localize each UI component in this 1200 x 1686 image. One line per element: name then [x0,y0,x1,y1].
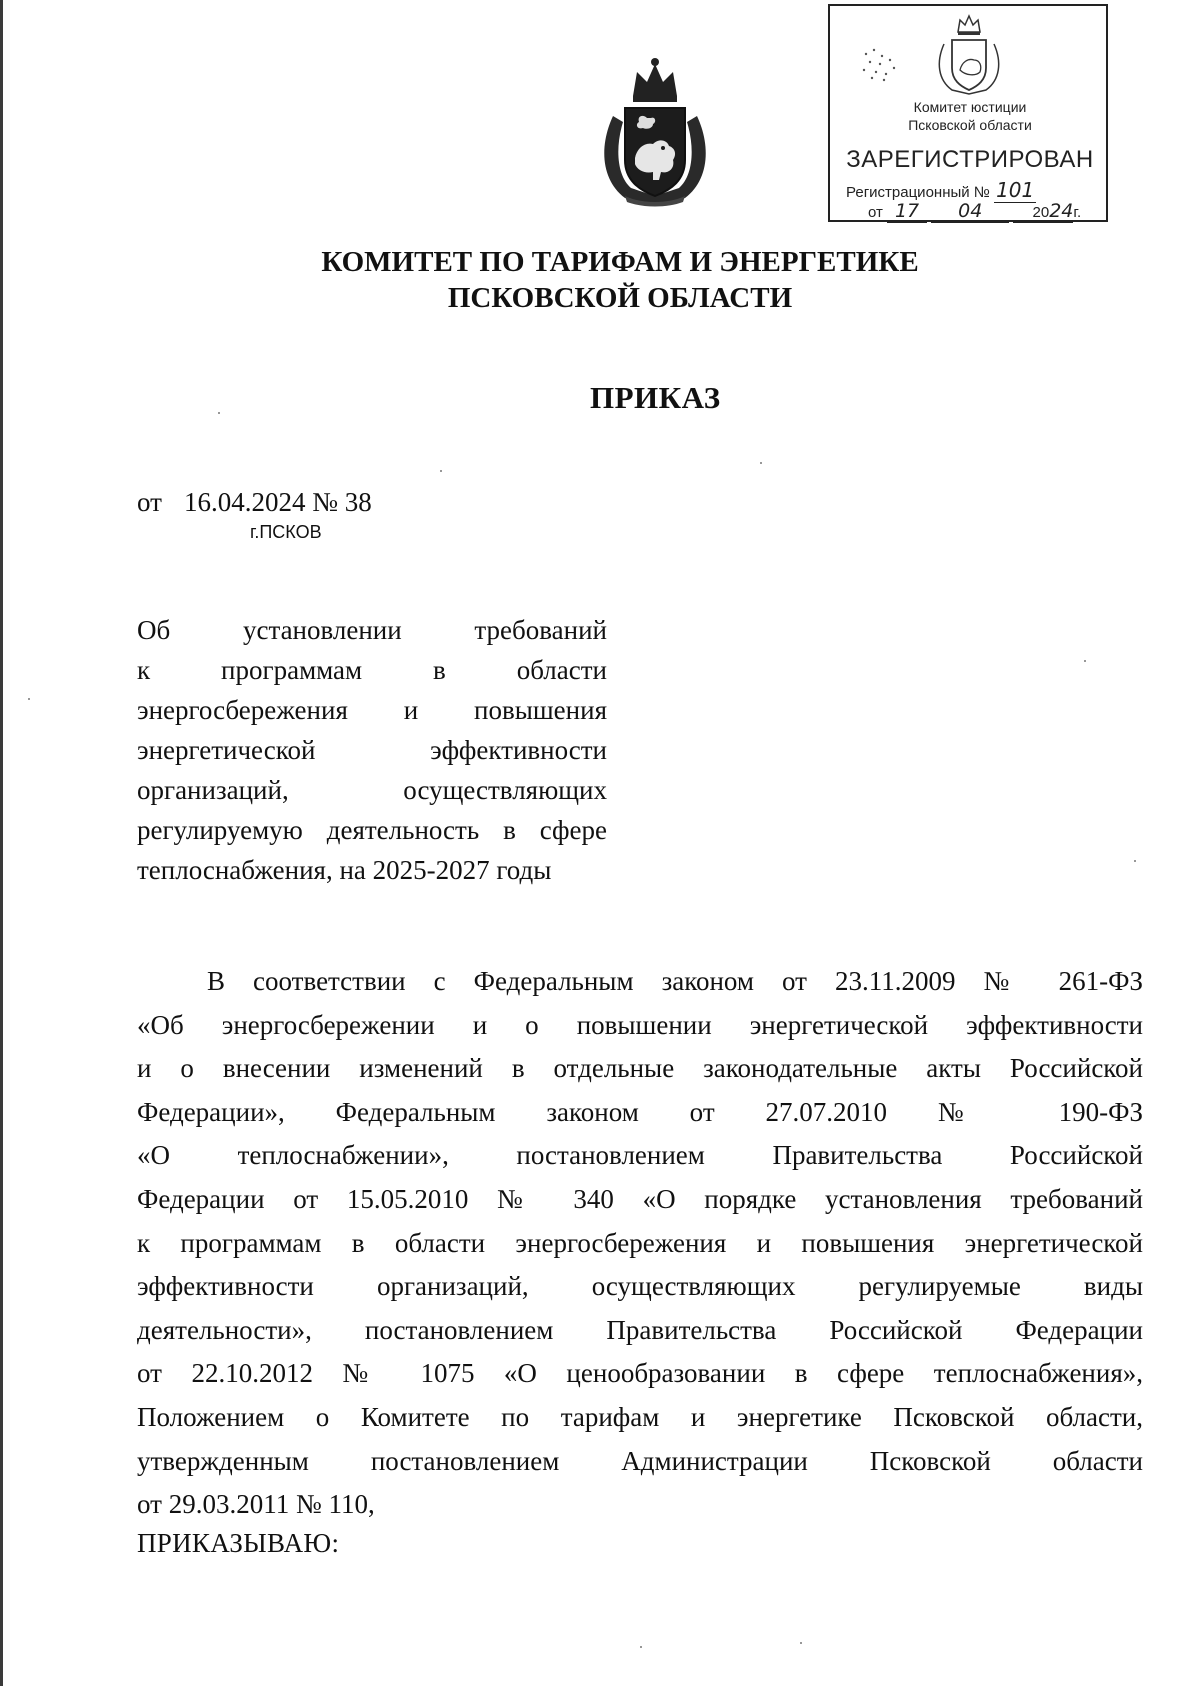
body-line: от 22.10.2012 № 1075 «О ценообразовании в сфере теплоснабжения», [137,1358,1143,1389]
subject-line: регулируемую деятельность в сфере [137,815,607,845]
document-subject [137,610,607,890]
scan-speck [800,1642,802,1644]
stamp-date-year-prefix: 20 [1032,204,1050,221]
body-line: Положением о Комитете по тарифам и энергетике Псковской области, [137,1401,1143,1432]
body-line: от 29.03.2011 № 110, [137,1489,375,1520]
registration-stamp [828,4,1108,222]
scan-speck [440,470,442,472]
stamp-date-year-suffix: 24 [1049,200,1074,222]
coat-of-arms-emblem [595,56,715,208]
body-line: к программам в области энергосбережения и повышения энергетической [137,1227,1143,1258]
document-type: ПРИКАЗ [590,380,721,415]
document-date-number [137,487,372,518]
body-line: и о внесении изменений в отдельные законодательные акты Российской [137,1053,1143,1084]
stamp-organization [830,98,1110,134]
subject-line: Об установлении требований [137,615,607,645]
subject-line: организаций, осуществляющих [137,775,607,805]
body-line: Федерации», Федеральным законом от 27.07.2010 № 190-ФЗ [137,1096,1143,1127]
body-line: В соответствии с Федеральным законом от 23.11.2009 № 261-ФЗ [207,966,1143,996]
stamp-date-prefix: от [868,204,883,221]
organization-title [0,244,1200,316]
stamp-reg-label: Регистрационный № [846,184,990,201]
scan-speck [28,698,30,700]
scan-speck [1134,860,1136,862]
stamp-registration-date [868,200,1081,223]
scan-speck [640,1646,642,1648]
organization-title-line2: ПСКОВСКОЙ ОБЛАСТИ [447,282,793,314]
stamp-org-line2: Псковской области [908,117,1032,133]
body-line: деятельности», постановлением Правительства Российской Федерации [137,1314,1143,1345]
subject-line: теплоснабжения, на 2025-2027 годы [137,855,552,885]
stamp-date-day: 17 [894,200,920,222]
body-line: «О теплоснабжении», постановлением Правительства Российской [137,1140,1143,1171]
stamp-dot-pattern [860,46,900,82]
body-line: Федерации от 15.05.2010 № 340 «О порядке установления требований [137,1183,1143,1214]
scan-speck [1084,660,1086,662]
stamp-date-year-unit: г. [1073,204,1082,221]
body-line: «Об энергосбережении и о повышении энергетической эффективности [137,1009,1143,1040]
subject-line: энергетической эффективности [137,735,607,765]
document-city: г.ПСКОВ [250,522,322,542]
document-body [137,960,1143,1527]
order-directive: ПРИКАЗЫВАЮ: [137,1528,340,1558]
stamp-date-month: 04 [958,200,983,222]
stamp-emblem [934,14,1004,96]
organization-title-line1: КОМИТЕТ ПО ТАРИФАМ И ЭНЕРГЕТИКЕ [321,246,919,278]
stamp-reg-value: 101 [996,178,1035,202]
subject-line: к программам в области [137,655,607,685]
subject-line: энергосбережения и повышения [137,695,607,725]
stamp-org-line1: Комитет юстиции [913,99,1027,115]
scan-speck [760,462,762,464]
document-date-prefix: от [137,487,162,517]
scan-speck [218,412,220,414]
stamp-status: ЗАРЕГИСТРИРОВАН [846,146,1094,173]
body-line: эффективности организаций, осуществляющих регулируемые виды [137,1271,1143,1302]
document-date-value: 16.04.2024 № 38 [183,487,372,517]
body-line: утвержденным постановлением Администрации Псковской области [137,1445,1143,1476]
stamp-registration-number [846,178,1036,202]
